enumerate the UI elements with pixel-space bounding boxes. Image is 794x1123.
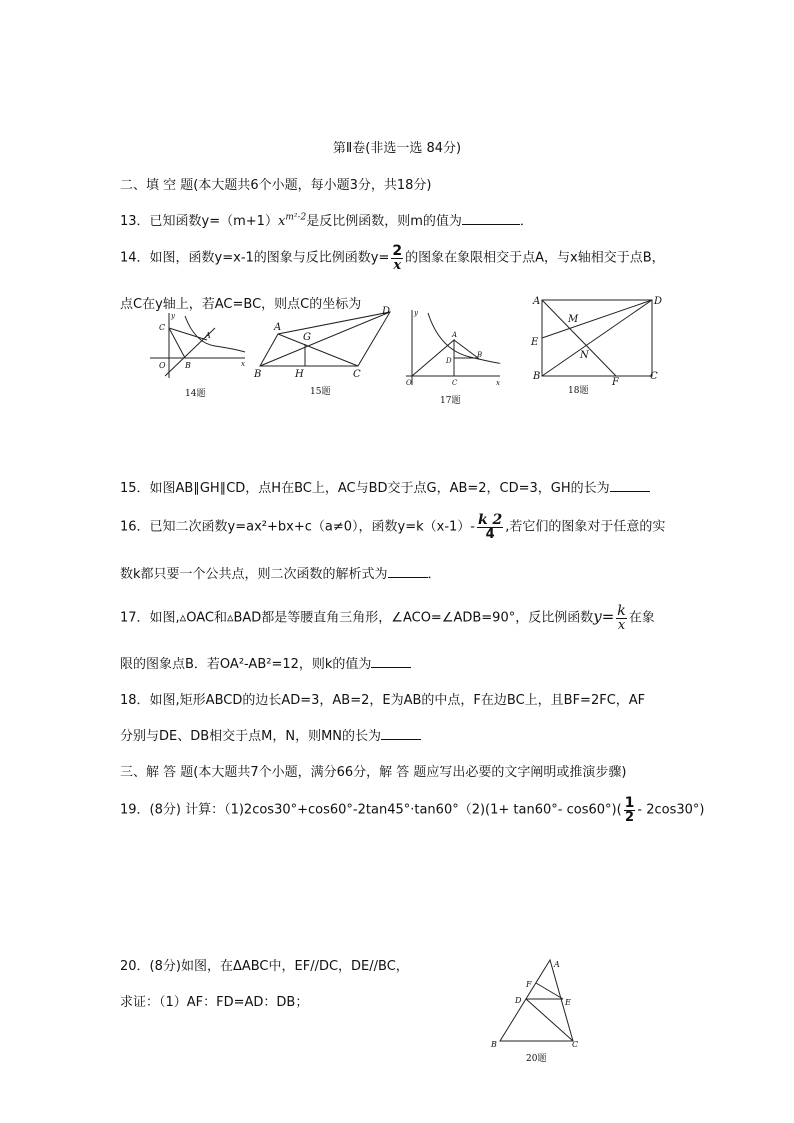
q13-text-post: 是反比例函数，则m的值为 [306,214,462,229]
q17-y: y [593,607,602,626]
label-b: B [533,371,541,382]
segment-db [542,300,652,376]
figure-caption: 15题 [310,387,331,397]
label-f: F [526,980,532,989]
question-18: 18．如图,矩形ABCD的边长AD=3，AB=2，E为AB的中点，F在边BC上，且BF=2FC，AF [120,693,646,708]
frac-numerator: 2 [392,243,403,259]
label-b: B [477,351,483,359]
question-18-line2 [120,725,421,744]
question-13 [120,210,533,229]
question-17 [120,604,655,632]
q19-text: 19．(8分) 计算：（1)2cos30°+cos60°-2tan45°·tan60°（2)(1+ tan60°- cos60°)( [120,802,622,818]
label-b: B [254,369,262,380]
label-c: C [353,369,361,380]
label-d: D [382,306,391,317]
q13-text: 13．已知函数y=（m+1） [120,214,278,229]
label-g: G [303,332,311,343]
label-n: N [580,350,589,361]
part2-header: 二、填 空 题(本大题共6个小题，每小题3分，共18分) [120,178,432,193]
label-d: D [654,296,663,307]
segment-bd [260,312,390,366]
q16-text-post: ,若它们的图象对于任意的实 [505,519,666,535]
q16-text-line2: 数k都只要一个公共点，则二次函数的解析式为 [120,567,388,582]
label-d: D [515,996,522,1005]
q18-text-line2: 分别与DE、DB相交于点M，N，则MN的长为 [120,729,382,744]
q17-fraction [616,604,626,632]
frac-denominator: x [617,618,626,633]
answer-blank[interactable] [610,479,650,492]
label-a: A [554,960,560,969]
segment-af [542,300,616,376]
label-c: C [159,323,166,332]
frac-numerator: k 2 [477,512,503,528]
q17-text-post: 在象 [628,610,655,626]
frac-numerator: k [617,603,626,619]
label-b: B [185,361,191,370]
answer-blank[interactable] [388,565,428,578]
answer-blank[interactable] [462,212,520,225]
part3-header: 三、解 答 题(本大题共7个小题，满分66分，解 答 题应写出必要的文字阐明或推演步骤) [120,765,627,780]
q16-end: ． [427,567,441,582]
segment-de [542,300,652,338]
answer-blank[interactable] [381,727,421,740]
triangle-bad [454,340,478,358]
question-14-line2: 点C在y轴上，若AC=BC，则点C的坐标为 [120,297,362,312]
label-x: x [496,379,500,387]
hyperbola-curve [185,316,245,352]
q17-text: 17．如图,▵OAC和▵BAD都是等腰直角三角形，∠ACO=∠ADB=90°，反比例函数 [120,610,594,626]
figure-caption: 20题 [526,1054,547,1064]
label-c: C [572,1040,579,1049]
section-title: 第Ⅱ卷(非选一选 84分) [332,141,462,156]
label-a: A [452,331,458,339]
figure-caption: 18题 [568,386,589,396]
q14-fraction [391,244,403,272]
frac-numerator: 1 [624,795,635,811]
q14-text-post: 的图象在象限相交于点A，与x轴相交于点B， [405,250,665,266]
label-a: A [274,322,282,333]
q19-fraction [624,796,636,824]
figure-14 [145,308,250,400]
label-h: H [295,369,304,380]
label-a: A [533,296,541,307]
q19-text-post: - 2cos30°) [637,802,705,818]
q17-equals: = [601,607,615,626]
label-y: y [171,312,175,320]
figure-17 [400,305,505,407]
q13-exponent: m²-2 [285,212,307,223]
label-c: C [452,379,458,387]
question-14 [120,244,665,272]
label-m: M [568,314,579,325]
question-20-line2: 求证：（1）AF：FD=AD：DB； [120,995,309,1010]
label-o: O [159,361,166,370]
label-a: A [205,331,211,340]
q13-end: ． [519,214,533,229]
q16-fraction [477,513,503,541]
question-15 [120,477,650,496]
label-d: D [446,357,452,365]
question-20: 20．(8分)如图，在ΔABC中，EF//DC，DE//BC， [120,959,409,974]
triangle-abc [500,960,573,1041]
q13-expr: x [277,214,286,229]
label-e: E [531,337,539,348]
label-c: C [650,371,658,382]
answer-blank[interactable] [371,655,411,668]
question-17-line2 [120,653,411,672]
q17-text-line2: 限的图象点B．若OA²-AB²=12，则k的值为 [120,657,372,672]
frac-denominator: 2 [625,810,635,825]
figure-caption: 14题 [185,389,206,399]
frac-denominator: 4 [485,527,495,542]
figure-caption: 17题 [440,396,461,406]
label-f: F [612,377,619,388]
label-y: y [414,309,418,317]
label-x: x [241,360,245,368]
figure-18 [528,290,668,398]
question-16-line2 [120,563,441,582]
figure-15 [250,302,400,400]
question-19 [120,796,705,824]
figure-20 [488,955,583,1067]
q15-text: 15．如图AB∥GH∥CD，点H在BC上，AC与BD交于点G，AB=2，CD=3，GH的长为 [120,481,610,496]
q14-text: 14．如图，函数y=x-1的图象与反比例函数y= [120,250,390,266]
label-b: B [491,1040,497,1049]
frac-denominator: x [393,258,402,273]
segment-ac [278,334,358,366]
hyperbola-curve [428,313,500,363]
label-e: E [565,998,571,1007]
label-o: O [406,379,412,387]
q16-text: 16．已知二次函数y=ax²+bx+c（a≠0），函数y=k（x-1）- [120,519,475,535]
question-16 [120,513,665,541]
